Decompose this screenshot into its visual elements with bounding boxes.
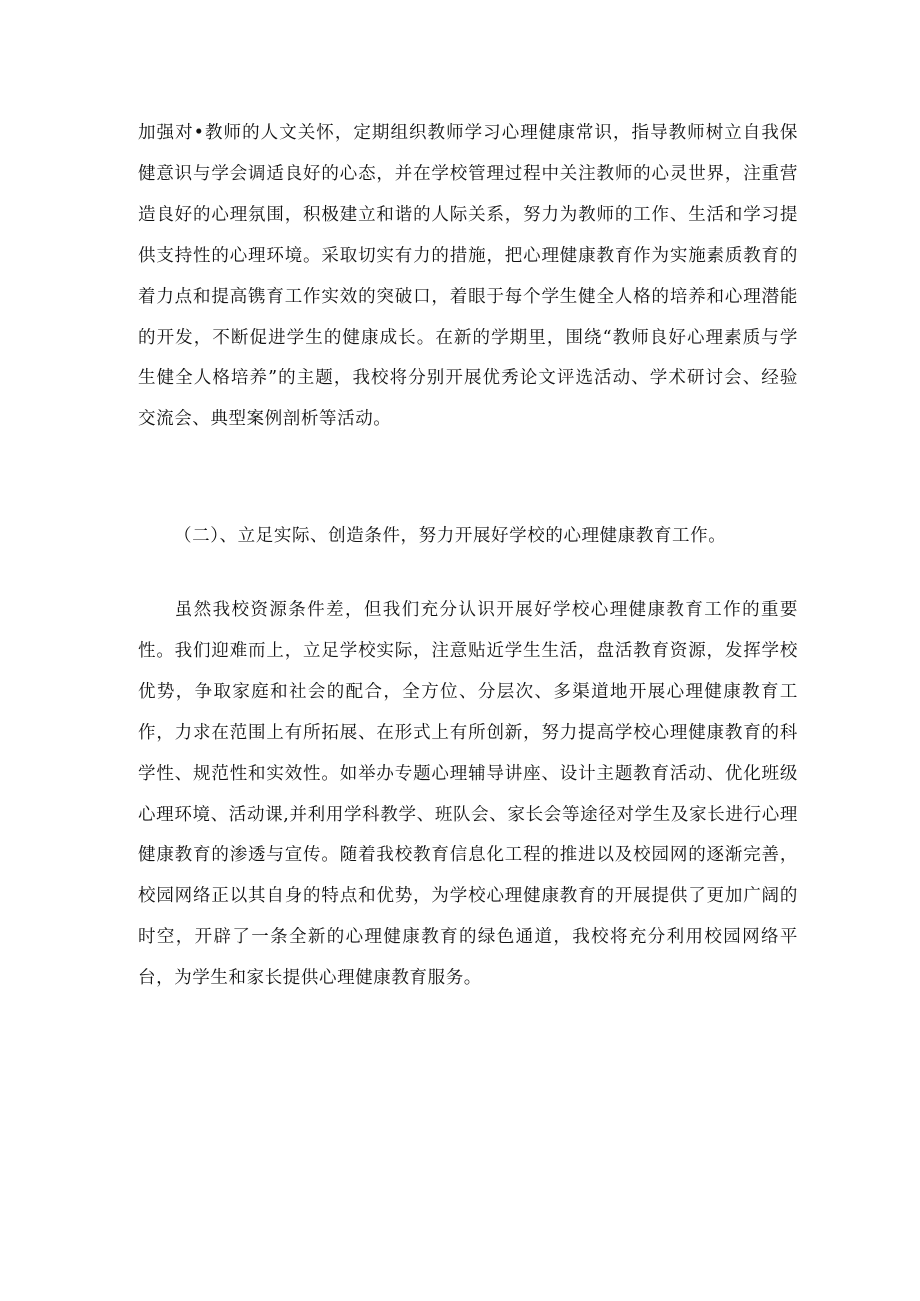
body-paragraph-2: [138, 590, 798, 999]
section-heading: （二）、立足实际、创造条件，努力开展好学校的心理健康教育工作。: [174, 526, 727, 546]
body-paragraph-1: 加强对•教师的人文关怀，定期组织教师学习心理健康常识，指导教师树立自我保健意识与学会调适良好的心态，并在学校管理过程中关注教师的心灵世界，注重营造良好的心理氛围，积极建立和谐的人际关系，努力为教师的工作、生活和学习提供支持性的心理环境。采取切实有力的措施，把心理健康教育作为实施素质教育的着力点和提高镌育工作实效的突破口，着眼于每个学生健全人格的培养和心理潜能的开发，不断促进学生的健康成长。在新的学期里，围绕“教师良好心理素质与学生健全人格培养”的主题，我校将分别开展优秀论文评选活动、学术研讨会、经验交流会、典型案例剖析等活动。: [138, 123, 798, 430]
body-paragraph-2-text: 虽然我校资源条件差，但我们充分认识开展好学校心理健康教育工作的重要性。我们迎难而上，立足学校实际，注意贴近学生生活，盘活教育资源，发挥学校优势，争取家庭和社会的配合，全方位、分层次、多渠道地开展心理健康教育工作，力求在范围上有所拓展、在形式上有所创新，努力提高学校心理健康教育的科学性、规范性和实效性。如举办专题心理辅导讲座、设计主题教育活动、优化班级心理环境、活动课,并利用学科教学、班队会、家长会等途径对学生及家长进行心理健康教育的渗透与宣传。随着我校教育信息化工程的推进以及校园网的逐渐完善，校园网络正以其自身的特点和优势，为学校心理健康教育的开展提供了更加广阔的时空，开辟了一条全新的心理健康教育的绿色通道，我校将充分利用校园网络平台，为学生和家长提供心理健康教育服务。: [138, 600, 798, 989]
